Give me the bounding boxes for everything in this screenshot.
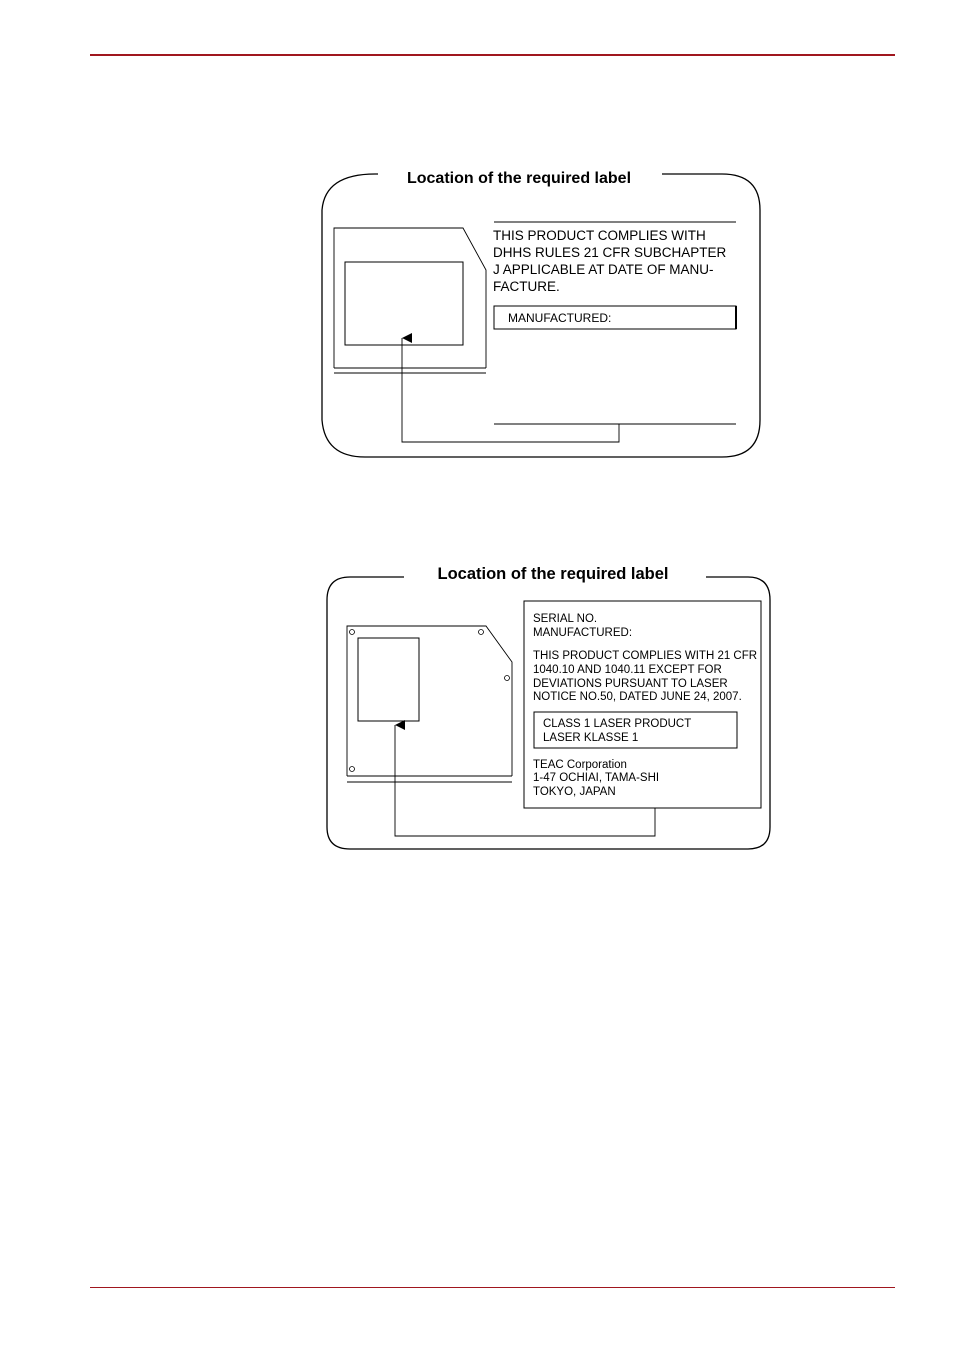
figure-2-title: Location of the required label: [437, 565, 669, 583]
figure-2-compliance-line: THIS PRODUCT COMPLIES WITH 21 CFR: [533, 650, 758, 662]
figure-2-company-line: TOKYO, JAPAN: [533, 786, 616, 798]
figure-1-manufactured-label: MANUFACTURED:: [508, 311, 612, 325]
figure-2-manufactured-label: MANUFACTURED:: [533, 627, 633, 639]
figure-1-leader-arrow: [402, 338, 619, 442]
figure-2-screw-hole: [350, 630, 355, 635]
figure-1-label-area: [345, 262, 463, 345]
figure-2-screw-hole: [479, 630, 484, 635]
figure-1-compliance-line: DHHS RULES 21 CFR SUBCHAPTER: [493, 245, 727, 260]
figure-1-title: Location of the required label: [406, 170, 632, 187]
figure-2-laser-class-line: LASER KLASSE 1: [543, 732, 639, 744]
figure-1-compliance-line: THIS PRODUCT COMPLIES WITH: [493, 228, 706, 243]
figure-2-drive-outline: [347, 626, 512, 776]
figure-2-serial-no: SERIAL NO.: [533, 613, 598, 625]
figure-2: [327, 565, 770, 849]
figure-2-screw-hole: [505, 676, 510, 681]
figure-2-compliance-line: DEVIATIONS PURSUANT TO LASER: [533, 678, 728, 690]
figure-2-compliance-line: 1040.10 AND 1040.11 EXCEPT FOR: [533, 664, 722, 676]
figure-1-compliance-line: J APPLICABLE AT DATE OF MANU-: [493, 262, 714, 277]
figure-2-laser-class-line: CLASS 1 LASER PRODUCT: [543, 718, 692, 730]
figure-2-label-area: [358, 638, 419, 721]
figure-2-compliance-line: NOTICE NO.50, DATED JUNE 24, 2007.: [533, 691, 742, 703]
figure-2-screw-hole: [350, 767, 355, 772]
figure-1-compliance-line: FACTURE.: [493, 279, 560, 294]
figure-1: [322, 170, 760, 457]
figure-2-company-line: TEAC Corporation: [533, 759, 627, 771]
figure-2-company-line: 1-47 OCHIAI, TAMA-SHI: [533, 772, 660, 784]
